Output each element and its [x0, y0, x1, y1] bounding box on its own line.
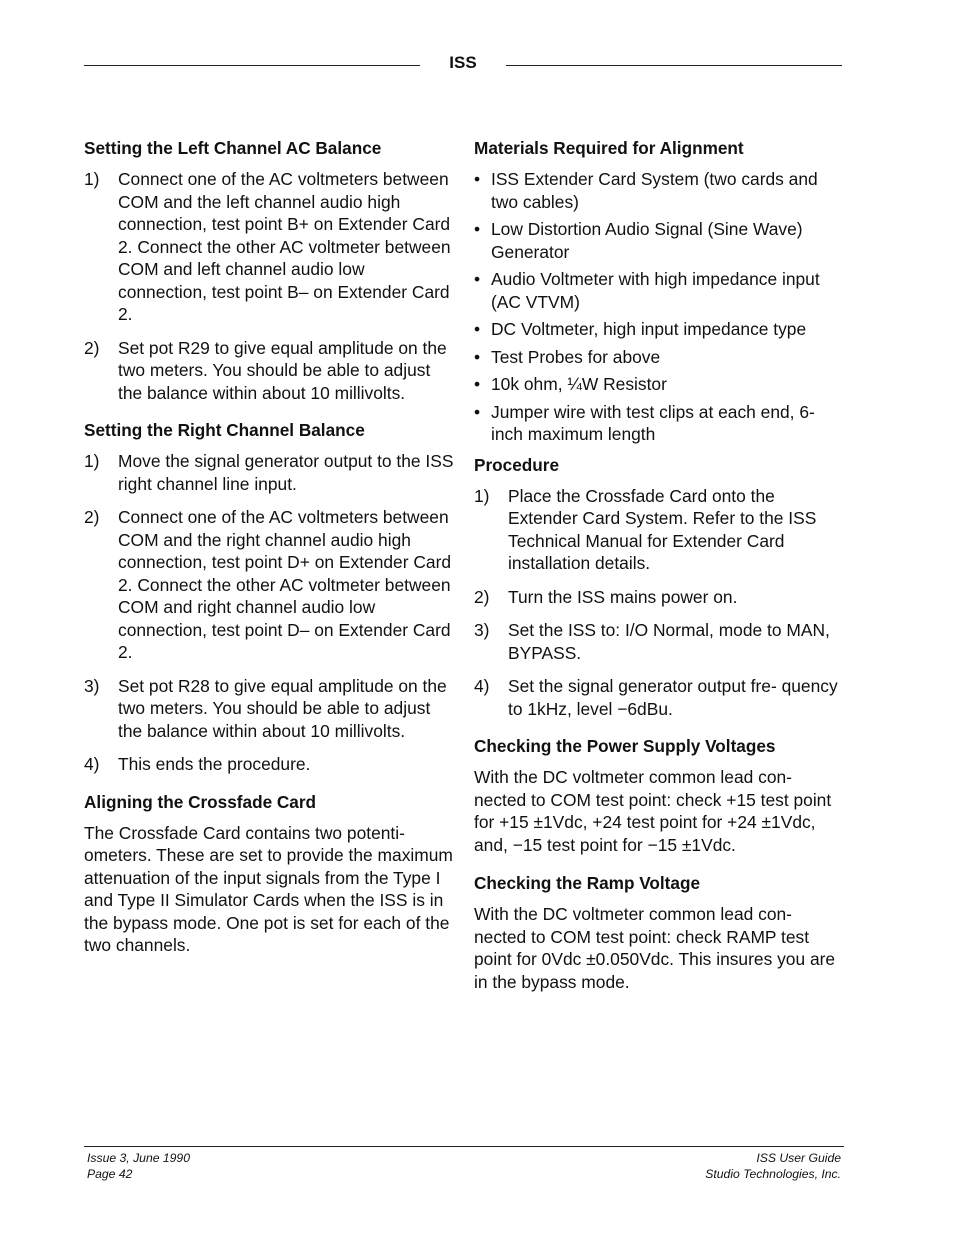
footer-page-number: Page 42	[87, 1167, 133, 1181]
list-item-text: DC Voltmeter, high input impedance type	[491, 319, 807, 339]
step-text: Connect one of the AC voltmeters between COM and the right channel audio high connection, test point D+ on Extender Card 2. Connect the other AC voltmeter between COM and right channel audio low connection, test point D– on Extender Card 2.	[118, 507, 452, 662]
step-item	[84, 450, 454, 495]
bullet-icon: •	[474, 169, 481, 189]
step-number: 1)	[84, 169, 100, 189]
bullet-icon: •	[474, 269, 481, 289]
list-item-text: Jumper wire with test clips at each end, 6-inch maximum length	[491, 401, 815, 444]
section-heading: Checking the Power Supply Voltages	[474, 736, 776, 756]
right-column	[474, 137, 846, 993]
step-item	[84, 675, 454, 743]
materials-list	[474, 168, 846, 446]
step-item	[84, 337, 454, 405]
bullet-icon: •	[474, 374, 481, 394]
step-number: 4)	[84, 754, 100, 774]
step-item	[474, 675, 846, 720]
step-item	[474, 619, 846, 664]
steps-list	[84, 168, 454, 404]
step-text: Turn the ISS mains power on.	[508, 586, 738, 607]
section-materials	[474, 137, 846, 446]
step-text: Move the signal generator output to the ISS right channel line input.	[118, 451, 454, 494]
steps-list	[474, 485, 846, 721]
section-procedure	[474, 454, 846, 721]
list-item	[474, 268, 846, 313]
header-rule-left	[84, 65, 420, 66]
bullet-icon: •	[474, 219, 481, 239]
step-text: Place the Crossfade Card onto the Extender Card System. Refer to the ISS Technical Manual for Extender Card installation details.	[508, 485, 817, 573]
section-heading: Aligning the Crossfade Card	[84, 791, 317, 812]
step-text: Set the ISS to: I/O Normal, mode to MAN, BYPASS.	[508, 620, 830, 663]
step-item	[84, 753, 454, 776]
step-text: Set the signal generator output fre- quency to 1kHz, level −6dBu.	[508, 676, 838, 719]
section-heading: Setting the Left Channel AC Balance	[84, 138, 382, 158]
section-heading: Setting the Right Channel Balance	[84, 420, 365, 440]
step-item	[84, 168, 454, 326]
bullet-icon: •	[474, 401, 481, 422]
step-text: Connect one of the AC voltmeters between COM and the left channel audio high connection, test point B+ on Extender Card 2. Connect the other AC voltmeter between COM and left channel audio low connection, test point B– on Extender Card 2.	[118, 169, 451, 324]
section-right-channel-balance	[84, 419, 454, 776]
list-item	[474, 318, 846, 341]
section-heading: Procedure	[474, 454, 560, 475]
footer-company: Studio Technologies, Inc.	[705, 1167, 841, 1181]
section-ramp-voltage	[474, 872, 846, 993]
bullet-icon: •	[474, 346, 481, 367]
steps-list	[84, 450, 454, 776]
step-text: Set pot R29 to give equal amplitude on the two meters. You should be able to adjust the balance within about 10 millivolts.	[118, 337, 447, 403]
section-heading: Materials Required for Alignment	[474, 138, 744, 158]
step-number: 1)	[474, 485, 490, 506]
list-item-text: Test Probes for above	[491, 346, 661, 367]
footer-issue: Issue 3, June 1990	[87, 1151, 190, 1165]
list-item-text: 10k ohm, ¼W Resistor	[491, 374, 667, 394]
section-crossfade-card	[84, 791, 454, 957]
step-number: 3)	[474, 620, 490, 640]
list-item	[474, 346, 846, 369]
list-item-text: Low Distortion Audio Signal (Sine Wave) Generator	[491, 219, 803, 262]
footer-left	[87, 1150, 190, 1182]
step-number: 2)	[474, 586, 490, 607]
section-paragraph: With the DC voltmeter common lead con- nected to COM test point: check +15 test point for +15 ±1Vdc, +24 test point for +24 ±1Vdc, and, −15 test point for −15 ±1Vdc.	[474, 767, 832, 855]
step-item	[84, 506, 454, 664]
section-paragraph: With the DC voltmeter common lead con- nected to COM test point: check RAMP test point for 0Vdc ±0.050Vdc. This insures you are in the bypass mode.	[474, 904, 836, 992]
footer-rule	[84, 1146, 844, 1147]
list-item	[474, 401, 846, 446]
left-column	[84, 137, 454, 957]
list-item	[474, 218, 846, 263]
step-item	[474, 586, 846, 609]
step-number: 4)	[474, 676, 490, 696]
bullet-icon: •	[474, 319, 481, 339]
step-number: 3)	[84, 675, 100, 696]
footer-right	[705, 1150, 841, 1182]
header-rule-right	[506, 65, 842, 66]
list-item	[474, 168, 846, 213]
footer-guide-title: ISS User Guide	[756, 1151, 841, 1165]
step-text: This ends the procedure.	[118, 754, 311, 774]
step-number: 2)	[84, 507, 100, 527]
list-item	[474, 373, 846, 396]
section-paragraph: The Crossfade Card contains two potenti- ometers. These are set to provide the maximum attenuation of the input signals from the Type I and Type II Simulator Cards when the ISS is in the bypass mode. One pot is set for each of the two channels.	[84, 822, 453, 955]
step-item	[474, 485, 846, 575]
list-item-text: Audio Voltmeter with high impedance input (AC VTVM)	[491, 269, 820, 312]
list-item-text: ISS Extender Card System (two cards and two cables)	[491, 169, 818, 212]
step-text: Set pot R28 to give equal amplitude on the two meters. You should be able to adjust the balance within about 10 millivolts.	[118, 675, 447, 741]
section-left-channel-balance	[84, 137, 454, 404]
step-number: 2)	[84, 337, 100, 358]
section-power-supply	[474, 735, 846, 856]
section-heading: Checking the Ramp Voltage	[474, 873, 701, 893]
header-title: ISS	[449, 53, 477, 72]
step-number: 1)	[84, 451, 100, 471]
